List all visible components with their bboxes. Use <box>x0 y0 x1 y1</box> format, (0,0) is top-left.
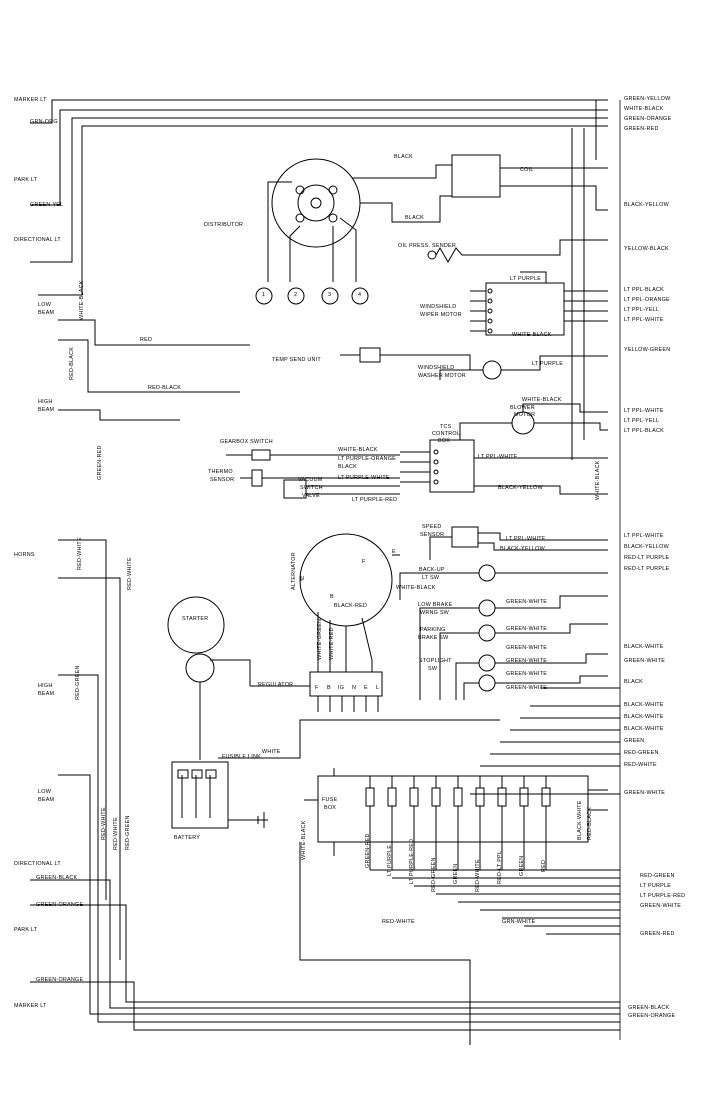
park-lt-top-wire: GREEN-YEL <box>30 202 64 208</box>
windshield-washer-motor-label: WINDSHIELD <box>418 365 455 371</box>
park-lt-top-label: PARK LT <box>14 177 38 183</box>
parking-brake-sw-label2: BRAKE SW <box>418 635 449 641</box>
fuse-wire-1: LT PURPLE <box>387 844 393 876</box>
directional-lt-top-label: DIRECTIONAL LT <box>14 237 61 243</box>
windshield-washer-motor-label2: WASHER MOTOR <box>418 373 466 379</box>
speed-sensor-label2: SENSOR <box>420 532 445 538</box>
high-beam-bottom-label2: BEAM <box>38 691 55 697</box>
right-wire-30: LT PURPLE-RED <box>640 893 686 899</box>
v-red-white-4: RED-WHITE <box>113 817 119 850</box>
high-beam-top-label2: BEAM <box>38 407 55 413</box>
thermo-sensor-label2: SENSOR <box>210 477 235 483</box>
right-wire-24: GREEN <box>624 738 645 744</box>
wire-fuse-grn-white: GRN-WHITE <box>502 919 536 925</box>
right-wire-17: RED-LT PURPLE <box>624 566 670 572</box>
v-red-green-2: RED-GREEN <box>125 815 131 850</box>
reg-term-e: E <box>364 685 368 691</box>
v-red-white-1: RED-WHITE <box>77 537 83 570</box>
v-red-black-2: RED-BLACK <box>587 806 593 840</box>
vacuum-switch-valve-label3: VALVE <box>302 493 320 499</box>
marker-lt-bottom-label: MARKER LT <box>14 1003 47 1009</box>
v-white-green: WHITE-GREEN <box>317 618 323 660</box>
reg-term-b: B <box>327 685 331 691</box>
fuse-wire-3: RED-GREEN <box>431 857 437 892</box>
horns-label: HORNS <box>14 552 35 558</box>
gearbox-switch-label: GEARBOX SWITCH <box>220 439 273 445</box>
v-red-black: RED-BLACK <box>69 346 75 380</box>
reg-term-l: L <box>376 685 380 691</box>
wire-fusible-white: WHITE <box>262 749 281 755</box>
right-wire-26: RED-WHITE <box>624 762 657 768</box>
right-wire-3: GREEN-RED <box>624 126 659 132</box>
wire-dist-black: BLACK <box>405 215 424 221</box>
right-wire-8: LT PPL-YELL <box>624 307 660 313</box>
fuse-wire-6: RED-LT PPL <box>497 850 503 884</box>
right-wire-2: GREEN-ORANGE <box>624 116 672 122</box>
right-wire-16: RED-LT PURPLE <box>624 555 670 561</box>
windshield-wiper-motor-label2: WIPER MOTOR <box>420 312 462 318</box>
right-wire-20: BLACK <box>624 679 643 685</box>
low-beam-top-label: LOW <box>38 302 52 308</box>
directional-lt-bottom-label: DIRECTIONAL LT <box>14 861 61 867</box>
wire-speed-black-yellow: BLACK-YELLOW <box>500 546 545 552</box>
v-white-black: WHITE-BLACK <box>79 280 85 320</box>
park-lt-bottom-wire: GREEN-ORANGE <box>36 902 84 908</box>
right-wire-21: BLACK-WHITE <box>624 702 664 708</box>
right-wire-28: RED-GREEN <box>640 873 675 879</box>
right-wire-0: GREEN-YELLOW <box>624 96 671 102</box>
high-beam-top-label: HIGH <box>38 399 53 405</box>
right-wire-27: GREEN-WHITE <box>624 790 666 796</box>
alt-term-f: F <box>362 559 366 565</box>
fuse-wire-4: GREEN <box>453 863 459 884</box>
wire-gearbox-lt-ppl-orange: LT PURPLE-ORANGE <box>338 456 397 462</box>
right-wire-33: GREEN-BLACK <box>628 1005 670 1011</box>
right-wire-29: LT PURPLE <box>640 883 672 889</box>
v-white-red: WHITE-RED <box>329 627 335 660</box>
right-wire-25: RED-GREEN <box>624 750 659 756</box>
wire-brake-gw-2: GREEN-WHITE <box>506 626 548 632</box>
v-white-black-3: WHITE-BLACK <box>595 460 601 500</box>
alternator-label: ALTERNATOR <box>291 552 297 590</box>
reg-term-n: N <box>352 685 357 691</box>
right-wire-34: GREEN-ORANGE <box>628 1013 676 1019</box>
back-up-lt-sw-label2: LT SW <box>422 575 440 581</box>
wire-gearbox-white-black: WHITE-BLACK <box>338 447 378 453</box>
alt-term-n: N <box>300 576 305 582</box>
fuse-wire-7: GREEN <box>519 855 525 876</box>
alt-term-b: B <box>330 594 334 600</box>
marker-lt-top-wire: GRN-ORG <box>30 119 58 125</box>
stoplight-sw-label: STOPLIGHT <box>419 658 452 664</box>
fuse-wire-8: RED <box>541 859 547 872</box>
wire-washer-lt-purple: LT PURPLE <box>532 361 564 367</box>
v-black-white: BLACK-WHITE <box>577 800 583 840</box>
wire-headlight-red: RED <box>140 337 153 343</box>
right-wire-6: LT PPL-BLACK <box>624 287 664 293</box>
vacuum-switch-valve-label: VACUUM <box>298 477 323 483</box>
starter-label: STARTER <box>182 616 209 622</box>
right-wire-9: LT PPL-WHITE <box>624 317 664 323</box>
right-wire-32: GREEN-RED <box>640 931 675 937</box>
high-beam-bottom-label: HIGH <box>38 683 53 689</box>
wire-backup-white-black: WHITE-BLACK <box>396 585 436 591</box>
wire-vacuum-lt-ppl-red: LT PURPLE-RED <box>352 497 398 503</box>
fusible-link-label: FUSIBLE LINK <box>222 754 261 760</box>
v-red-white-2: RED-WHITE <box>127 557 133 590</box>
fuse-wire-2: LT PURPLE-RED <box>409 838 415 884</box>
directional-lt-bottom-wire: GREEN-BLACK <box>36 875 78 881</box>
battery-label: BATTERY <box>174 835 201 841</box>
temp-send-unit-label: TEMP SEND UNIT <box>272 357 321 363</box>
fuse-box-label: FUSE <box>322 797 338 803</box>
right-wire-22: BLACK-WHITE <box>624 714 664 720</box>
right-wire-1: WHITE-BLACK <box>624 106 664 112</box>
reg-term-f: F <box>315 685 319 691</box>
marker-lt-top-label: MARKER LT <box>14 97 47 103</box>
wire-wiper-white-black: WHITE-BLACK <box>512 332 552 338</box>
wire-blower-white-black: WHITE-BLACK <box>522 397 562 403</box>
right-wire-15: BLACK-YELLOW <box>624 544 669 550</box>
low-beam-bottom-label2: BEAM <box>38 797 55 803</box>
back-up-lt-sw-label: BACK-UP <box>419 567 445 573</box>
wire-tcs-lt-ppl-white: LT PPL-WHITE <box>478 454 518 460</box>
v-green-red: GREEN-RED <box>97 445 103 480</box>
wire-brake-gw-1: GREEN-WHITE <box>506 599 548 605</box>
blower-motor-label2: MOTOR <box>514 412 536 418</box>
right-wire-7: LT PPL-ORANGE <box>624 297 670 303</box>
distributor-label: DISTRIBUTOR <box>204 222 244 228</box>
marker-lt-bottom-wire: GREEN-ORANGE <box>36 977 84 983</box>
dist-pin-3: 3 <box>328 292 332 298</box>
tcs-control-box-label: TCS <box>440 424 452 430</box>
wire-coil-feed: BLACK <box>394 154 413 160</box>
right-wire-11: LT PPL-WHITE <box>624 408 664 414</box>
low-beam-bottom-label: LOW <box>38 789 52 795</box>
low-beam-top-label2: BEAM <box>38 310 55 316</box>
wire-tcs-black-yellow: BLACK-YELLOW <box>498 485 543 491</box>
reg-term-ig: IG <box>338 685 345 691</box>
wire-speed-lt-ppl-white: LT PPL-WHITE <box>506 536 546 542</box>
wire-stop-gw-2: GREEN-WHITE <box>506 671 548 677</box>
regulator-label: REGULATOR <box>258 682 294 688</box>
wire-headlight-red-black: RED-BLACK <box>148 385 182 391</box>
parking-brake-sw-label: PARKING <box>420 627 446 633</box>
low-brake-wrng-sw-label: LOW BRAKE <box>418 602 453 608</box>
blower-motor-label: BLOWER <box>510 405 535 411</box>
right-wire-4: BLACK-YELLOW <box>624 202 669 208</box>
right-wire-13: LT PPL-BLACK <box>624 428 664 434</box>
wire-alt-black-red: BLACK-RED <box>334 603 368 609</box>
right-wire-5: YELLOW-BLACK <box>624 246 669 252</box>
coil-label: COIL <box>520 167 534 173</box>
fuse-wire-5: RED-WHITE <box>475 859 481 892</box>
speed-sensor-label: SPEED <box>422 524 442 530</box>
tcs-control-box-label3: BOX <box>438 438 451 444</box>
alt-term-e: E <box>392 549 396 555</box>
wire-stop-gw-1: GREEN-WHITE <box>506 658 548 664</box>
wire-fuse-red-white: RED-WHITE <box>382 919 415 925</box>
oil-press-sender-label: OIL PRESS. SENDER <box>398 243 456 249</box>
v-red-white-3: RED-WHITE <box>101 807 107 840</box>
wire-vacuum-lt-ppl-white: LT PURPLE-WHITE <box>338 475 390 481</box>
right-wire-19: GREEN-WHITE <box>624 658 666 664</box>
low-brake-wrng-sw-label2: WRNG SW <box>420 610 449 616</box>
fuse-wire-0: GREEN-RED <box>365 833 371 868</box>
wire-thermo-black: BLACK <box>338 464 357 470</box>
tcs-control-box-label2: CONTROL <box>432 431 461 437</box>
right-wire-23: BLACK-WHITE <box>624 726 664 732</box>
wire-stop-gw-3: GREEN-WHITE <box>506 685 548 691</box>
dist-pin-4: 4 <box>358 292 362 298</box>
thermo-sensor-label: THERMO <box>208 469 233 475</box>
right-wire-18: BLACK-WHITE <box>624 644 664 650</box>
right-wire-31: GREEN-WHITE <box>640 903 682 909</box>
v-red-green-1: RED-GREEN <box>75 665 81 700</box>
wire-wiper-lt-purple: LT PURPLE <box>510 276 542 282</box>
right-wire-12: LT PPL-YELL <box>624 418 660 424</box>
right-wire-10: YELLOW-GREEN <box>624 347 671 353</box>
fuse-box-label2: BOX <box>324 805 337 811</box>
right-wire-14: LT PPL-WHITE <box>624 533 664 539</box>
park-lt-bottom-label: PARK LT <box>14 927 38 933</box>
windshield-wiper-motor-label: WINDSHIELD <box>420 304 457 310</box>
vacuum-switch-valve-label2: SWITCH <box>300 485 323 491</box>
dist-pin-2: 2 <box>294 292 298 298</box>
dist-pin-1: 1 <box>262 292 266 298</box>
wire-brake-gw-3: GREEN-WHITE <box>506 645 548 651</box>
v-white-black-2: WHITE-BLACK <box>301 820 307 860</box>
stoplight-sw-label2: SW <box>428 666 438 672</box>
